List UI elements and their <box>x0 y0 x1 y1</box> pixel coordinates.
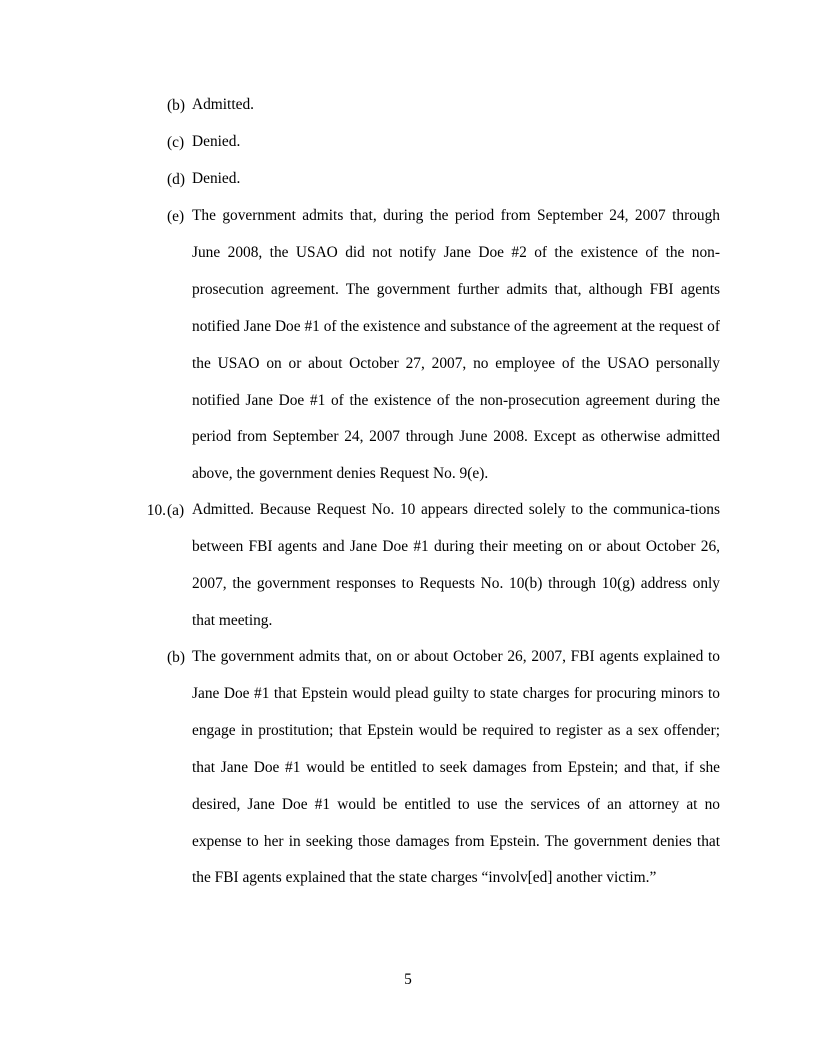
page-number: 5 <box>404 971 412 988</box>
item-label: (e) <box>167 208 185 225</box>
item-label: (c) <box>167 134 185 151</box>
item-label: (b) <box>167 649 185 666</box>
item-text: Denied. <box>192 133 241 150</box>
item-label: (a) <box>167 502 185 519</box>
item-text: The government admits that, during the period from September 24, 2007 through June 2008, the USAO did not notify Jane Doe #2 of the existence of the non-prosecution agreement. The government further admits that, although FBI agents notified Jane Doe #1 of the existence and substance of the agreement at the request of the USAO on or about October 27, 2007, no employee of the USAO personally notified Jane Doe #1 of the existence of the non-prosecution agreement during the period from September 24, 2007 through June 2008. Except as otherwise admitted above, the government denies Request No. 9(e). <box>192 207 720 483</box>
item-text: Denied. <box>192 170 241 187</box>
item-number: 10. <box>146 502 166 519</box>
item-label: (d) <box>167 171 185 188</box>
item-text: Admitted. <box>192 96 254 113</box>
item-text: The government admits that, on or about October 26, 2007, FBI agents explained to Jane Doe #1 that Epstein would plead guilty to state charges for procuring minors to engage in prostitution; that Epstein would be required to register as a sex offender; that Jane Doe #1 would be entitled to seek damages from Epstein; and that, if she desired, Jane Doe #1 would be entitled to use the services of an attorney at no expense to her in seeking those damages from Epstein. The government denies that the FBI agents explained that the state charges “involv[ed] another victim.” <box>192 648 720 887</box>
item-text: Admitted. Because Request No. 10 appears directed solely to the communica-tions between FBI agents and Jane Doe #1 during their meeting on or about October 26, 2007, the government responses to Requests No. 10(b) through 10(g) address only that meeting. <box>192 501 720 629</box>
item-label: (b) <box>167 97 185 114</box>
